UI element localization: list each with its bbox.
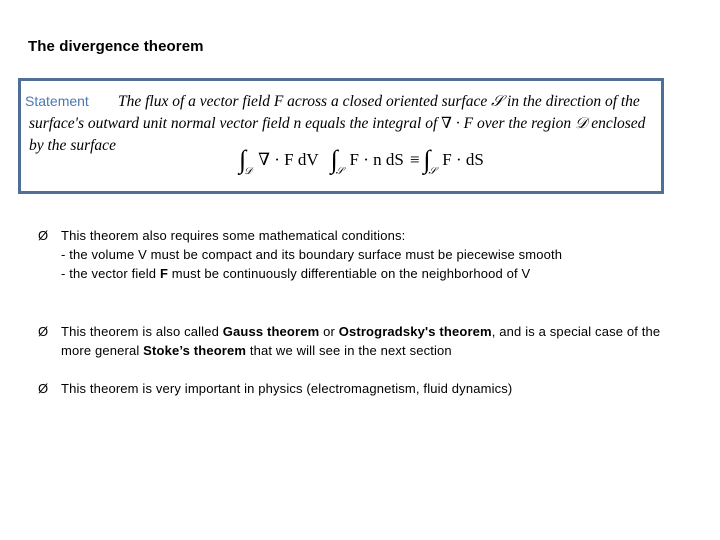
divergence-equation (239, 145, 496, 175)
text-span: that we will see in the next section (246, 343, 452, 358)
text-span: This theorem is also called (61, 324, 223, 339)
bold-term: Stoke’s theorem (143, 343, 247, 358)
integral-domain: 𝒮 (335, 166, 344, 177)
bullet-text (61, 322, 702, 341)
bullet-text: This theorem is very important in physics (electromagnetism, fluid dynamics) (61, 381, 513, 396)
surface-integral (423, 145, 436, 175)
list-item (38, 379, 702, 398)
bullet-list (38, 226, 702, 398)
statement-box (18, 78, 664, 194)
equation-term: ∇ · F dV (258, 150, 319, 169)
bullet-text (61, 341, 702, 360)
statement-label: Statement (25, 93, 89, 109)
bold-term: F (159, 266, 169, 281)
list-item (38, 226, 702, 283)
text-span: more general (61, 343, 144, 358)
integral-domain: 𝒮 (428, 166, 437, 177)
bullet-text: - the volume V must be compact and its boundary surface must be piecewise smooth (61, 247, 563, 262)
arrow-bullet-icon: Ø (38, 381, 49, 396)
integral-sign: ∫ (239, 145, 247, 174)
page-title: The divergence theorem (28, 38, 204, 55)
equation-term: F · dS (442, 150, 484, 169)
bold-term: Gauss theorem (222, 324, 320, 339)
bullet-text: This theorem also requires some mathematical conditions: (61, 228, 406, 243)
arrow-bullet-icon: Ø (38, 324, 49, 339)
integral-domain: 𝒟 (244, 166, 253, 177)
integral-sign: ∫ (330, 145, 338, 174)
bullet-text (61, 264, 702, 283)
text-span: or (319, 324, 339, 339)
bold-term: Ostrogradsky's theorem (338, 324, 492, 339)
equation-term: F · n dS (349, 150, 404, 169)
theorem-statement-text: The flux of a vector field F across a closed oriented surface 𝒮 in the direction of the surface's outward unit normal vector field n equals the integral of ∇ · F over the region 𝒟 enclosed by the surface (29, 93, 646, 154)
list-item (38, 322, 702, 360)
text-span: must be continuously differentiable on the neighborhood of V (168, 266, 531, 281)
arrow-bullet-icon: Ø (38, 228, 49, 243)
equivalence-symbol: ≡ (409, 150, 420, 169)
integral-sign: ∫ (423, 145, 431, 174)
surface-integral (331, 145, 344, 175)
text-span: , and is a special case of the (491, 324, 661, 339)
text-span: - the vector field (61, 266, 160, 281)
volume-integral (239, 145, 252, 175)
